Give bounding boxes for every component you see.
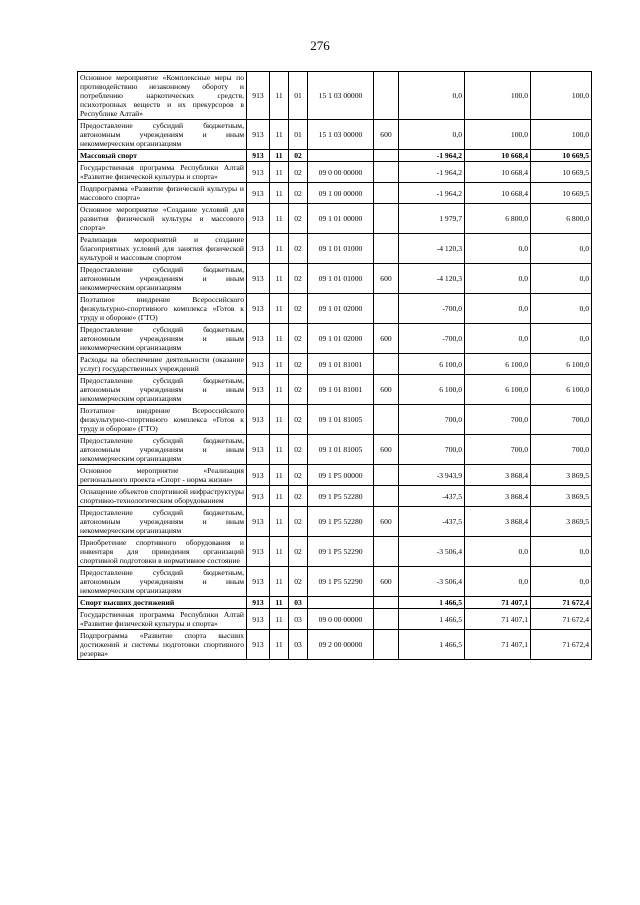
cell-subsection: 02 (289, 234, 308, 264)
cell-grbs: 913 (247, 597, 270, 609)
cell-section: 11 (270, 120, 289, 150)
cell-amount-1: -1 964,2 (399, 162, 465, 183)
cell-amount-3: 10 669,5 (531, 150, 592, 162)
cell-expense-type: 600 (374, 567, 399, 597)
cell-section: 11 (270, 324, 289, 354)
cell-amount-1: -700,0 (399, 324, 465, 354)
cell-amount-3: 100,0 (531, 72, 592, 120)
cell-name: Расходы на обеспечение деятельности (оказание услуг) государственных учреждений (78, 354, 247, 375)
cell-amount-2: 10 668,4 (465, 162, 531, 183)
cell-grbs: 913 (247, 609, 270, 630)
cell-subsection: 03 (289, 630, 308, 660)
cell-amount-1: 1 979,7 (399, 204, 465, 234)
cell-target-article: 09 0 00 00000 (308, 162, 374, 183)
cell-expense-type: 600 (374, 324, 399, 354)
cell-subsection: 02 (289, 204, 308, 234)
cell-amount-3: 0,0 (531, 294, 592, 324)
cell-amount-2: 3 868,4 (465, 465, 531, 486)
cell-amount-2: 3 868,4 (465, 507, 531, 537)
cell-name: Оснащение объектов спортивной инфраструктуры спортивно-технологическим оборудованием (78, 486, 247, 507)
cell-expense-type (374, 150, 399, 162)
cell-amount-3: 6 100,0 (531, 375, 592, 405)
cell-target-article: 09 1 P5 52280 (308, 507, 374, 537)
cell-section: 11 (270, 294, 289, 324)
cell-amount-2: 71 407,1 (465, 597, 531, 609)
table-row (78, 567, 592, 597)
cell-grbs: 913 (247, 507, 270, 537)
cell-target-article (308, 597, 374, 609)
cell-amount-1: -3 506,4 (399, 537, 465, 567)
cell-amount-3: 0,0 (531, 567, 592, 597)
cell-grbs: 913 (247, 72, 270, 120)
cell-grbs: 913 (247, 324, 270, 354)
cell-amount-3: 10 669,5 (531, 162, 592, 183)
cell-subsection: 02 (289, 375, 308, 405)
cell-amount-1: -4 120,3 (399, 264, 465, 294)
cell-amount-2: 0,0 (465, 567, 531, 597)
cell-grbs: 913 (247, 486, 270, 507)
cell-section: 11 (270, 609, 289, 630)
cell-name: Предоставление субсидий бюджетным, автономным учреждениям и иным некоммерческим организациям (78, 324, 247, 354)
cell-section: 11 (270, 630, 289, 660)
cell-amount-2: 71 407,1 (465, 630, 531, 660)
cell-amount-3: 3 869,5 (531, 465, 592, 486)
cell-expense-type (374, 537, 399, 567)
cell-target-article (308, 150, 374, 162)
table-row (78, 183, 592, 204)
cell-amount-3: 100,0 (531, 120, 592, 150)
cell-name: Предоставление субсидий бюджетным, автономным учреждениям и иным некоммерческим организациям (78, 567, 247, 597)
cell-grbs: 913 (247, 375, 270, 405)
cell-subsection: 02 (289, 294, 308, 324)
cell-amount-1: 6 100,0 (399, 354, 465, 375)
cell-grbs: 913 (247, 354, 270, 375)
cell-amount-3: 700,0 (531, 435, 592, 465)
cell-amount-3: 3 869,5 (531, 507, 592, 537)
cell-target-article: 09 1 01 02000 (308, 324, 374, 354)
cell-amount-1: -4 120,3 (399, 234, 465, 264)
table-row (78, 354, 592, 375)
table-row (78, 204, 592, 234)
cell-amount-1: 1 466,5 (399, 597, 465, 609)
cell-grbs: 913 (247, 294, 270, 324)
table-row (78, 465, 592, 486)
cell-expense-type: 600 (374, 264, 399, 294)
cell-expense-type (374, 597, 399, 609)
cell-amount-3: 71 672,4 (531, 609, 592, 630)
budget-table (77, 71, 592, 660)
cell-expense-type (374, 354, 399, 375)
table-row (78, 630, 592, 660)
cell-amount-2: 71 407,1 (465, 609, 531, 630)
cell-name: Подпрограмма «Развитие физической культуры и массового спорта» (78, 183, 247, 204)
cell-amount-2: 100,0 (465, 72, 531, 120)
cell-expense-type (374, 486, 399, 507)
cell-name: Государственная программа Республики Алтай «Развитие физической культуры и спорта» (78, 162, 247, 183)
cell-amount-1: 6 100,0 (399, 375, 465, 405)
cell-section: 11 (270, 234, 289, 264)
cell-expense-type (374, 294, 399, 324)
cell-grbs: 913 (247, 150, 270, 162)
cell-amount-3: 0,0 (531, 324, 592, 354)
table-row (78, 507, 592, 537)
cell-section: 11 (270, 204, 289, 234)
cell-expense-type: 600 (374, 507, 399, 537)
cell-expense-type (374, 72, 399, 120)
cell-name: Спорт высших достижений (78, 597, 247, 609)
cell-section: 11 (270, 507, 289, 537)
table-row (78, 294, 592, 324)
cell-expense-type (374, 405, 399, 435)
cell-target-article: 09 1 01 02000 (308, 294, 374, 324)
cell-target-article: 09 1 01 00000 (308, 204, 374, 234)
cell-name: Массовый спорт (78, 150, 247, 162)
cell-name: Поэтапное внедрение Всероссийского физкультурно-спортивного комплекса «Готов к труду и обороне» (ГТО) (78, 294, 247, 324)
cell-amount-3: 0,0 (531, 537, 592, 567)
cell-amount-1: -3 506,4 (399, 567, 465, 597)
cell-target-article: 09 1 01 81001 (308, 354, 374, 375)
cell-section: 11 (270, 354, 289, 375)
cell-subsection: 02 (289, 354, 308, 375)
cell-section: 11 (270, 150, 289, 162)
cell-section: 11 (270, 162, 289, 183)
cell-subsection: 03 (289, 597, 308, 609)
cell-name: Предоставление субсидий бюджетным, автономным учреждениям и иным некоммерческим организациям (78, 435, 247, 465)
cell-target-article: 09 1 01 81005 (308, 405, 374, 435)
cell-target-article: 15 1 03 00000 (308, 120, 374, 150)
cell-amount-2: 6 800,0 (465, 204, 531, 234)
cell-name: Реализация мероприятий и создание благоприятных условий для занятия физической культурой и массовым спортом (78, 234, 247, 264)
cell-amount-2: 700,0 (465, 405, 531, 435)
cell-amount-2: 100,0 (465, 120, 531, 150)
cell-grbs: 913 (247, 264, 270, 294)
cell-name: Подпрограмма «Развитие спорта высших достижений и системы подготовки спортивного резерва» (78, 630, 247, 660)
table-row (78, 264, 592, 294)
cell-target-article: 09 1 P5 52290 (308, 537, 374, 567)
cell-subsection: 02 (289, 405, 308, 435)
cell-subsection: 02 (289, 162, 308, 183)
cell-amount-1: 0,0 (399, 120, 465, 150)
cell-subsection: 01 (289, 72, 308, 120)
cell-name: Предоставление субсидий бюджетным, автономным учреждениям и иным некоммерческим организациям (78, 120, 247, 150)
cell-amount-3: 6 800,0 (531, 204, 592, 234)
table-row (78, 150, 592, 162)
cell-amount-2: 6 100,0 (465, 375, 531, 405)
cell-amount-1: 1 466,5 (399, 630, 465, 660)
cell-target-article: 09 1 P5 00000 (308, 465, 374, 486)
cell-expense-type: 600 (374, 120, 399, 150)
cell-amount-2: 700,0 (465, 435, 531, 465)
cell-name: Предоставление субсидий бюджетным, автономным учреждениям и иным некоммерческим организациям (78, 375, 247, 405)
cell-grbs: 913 (247, 537, 270, 567)
cell-name: Предоставление субсидий бюджетным, автономным учреждениям и иным некоммерческим организациям (78, 264, 247, 294)
cell-section: 11 (270, 567, 289, 597)
cell-target-article: 09 1 P5 52290 (308, 567, 374, 597)
cell-target-article: 09 1 01 81001 (308, 375, 374, 405)
cell-subsection: 02 (289, 567, 308, 597)
cell-grbs: 913 (247, 120, 270, 150)
cell-section: 11 (270, 537, 289, 567)
table-row (78, 405, 592, 435)
table-row (78, 324, 592, 354)
table-row (78, 234, 592, 264)
cell-subsection: 02 (289, 465, 308, 486)
cell-section: 11 (270, 183, 289, 204)
cell-amount-3: 6 100,0 (531, 354, 592, 375)
cell-section: 11 (270, 465, 289, 486)
cell-target-article: 09 1 P5 52280 (308, 486, 374, 507)
cell-amount-3: 0,0 (531, 234, 592, 264)
cell-amount-2: 3 868,4 (465, 486, 531, 507)
cell-section: 11 (270, 486, 289, 507)
cell-subsection: 02 (289, 324, 308, 354)
cell-amount-3: 700,0 (531, 405, 592, 435)
table-row (78, 597, 592, 609)
table-row (78, 609, 592, 630)
page-number: 276 (310, 38, 330, 53)
cell-subsection: 02 (289, 264, 308, 294)
cell-section: 11 (270, 435, 289, 465)
cell-grbs: 913 (247, 234, 270, 264)
cell-target-article: 09 1 01 01000 (308, 234, 374, 264)
cell-section: 11 (270, 375, 289, 405)
cell-name: Поэтапное внедрение Всероссийского физкультурно-спортивного комплекса «Готов к труду и обороне» (ГТО) (78, 405, 247, 435)
cell-amount-2: 0,0 (465, 234, 531, 264)
cell-subsection: 01 (289, 120, 308, 150)
cell-target-article: 09 2 00 00000 (308, 630, 374, 660)
cell-amount-1: -3 943,9 (399, 465, 465, 486)
cell-name: Основное мероприятие «Создание условий для развития физической культуры и массового спорта» (78, 204, 247, 234)
cell-expense-type (374, 162, 399, 183)
cell-target-article: 09 0 00 00000 (308, 609, 374, 630)
cell-expense-type (374, 234, 399, 264)
cell-name: Основное мероприятие «Реализация регионального проекта «Спорт - норма жизни» (78, 465, 247, 486)
cell-amount-3: 10 669,5 (531, 183, 592, 204)
table-row (78, 72, 592, 120)
cell-grbs: 913 (247, 405, 270, 435)
cell-name: Предоставление субсидий бюджетным, автономным учреждениям и иным некоммерческим организациям (78, 507, 247, 537)
cell-amount-1: -437,5 (399, 507, 465, 537)
cell-amount-3: 3 869,5 (531, 486, 592, 507)
cell-expense-type (374, 204, 399, 234)
cell-amount-3: 0,0 (531, 264, 592, 294)
cell-subsection: 02 (289, 507, 308, 537)
cell-amount-1: -1 964,2 (399, 183, 465, 204)
cell-amount-2: 6 100,0 (465, 354, 531, 375)
cell-grbs: 913 (247, 204, 270, 234)
cell-target-article: 09 1 00 00000 (308, 183, 374, 204)
cell-name: Приобретение спортивного оборудования и инвентаря для приведения организаций спортивной подготовки в нормативное состояние (78, 537, 247, 567)
cell-subsection: 02 (289, 150, 308, 162)
cell-section: 11 (270, 405, 289, 435)
cell-name: Государственная программа Республики Алтай «Развитие физической культуры и спорта» (78, 609, 247, 630)
table-row (78, 120, 592, 150)
cell-amount-1: 700,0 (399, 435, 465, 465)
cell-grbs: 913 (247, 435, 270, 465)
cell-subsection: 02 (289, 486, 308, 507)
cell-amount-2: 0,0 (465, 294, 531, 324)
cell-amount-1: 700,0 (399, 405, 465, 435)
cell-grbs: 913 (247, 162, 270, 183)
table-row (78, 486, 592, 507)
cell-expense-type (374, 609, 399, 630)
cell-amount-1: 0,0 (399, 72, 465, 120)
cell-expense-type (374, 465, 399, 486)
cell-target-article: 09 1 01 01000 (308, 264, 374, 294)
cell-target-article: 09 1 01 81005 (308, 435, 374, 465)
table-row (78, 537, 592, 567)
cell-subsection: 02 (289, 183, 308, 204)
cell-section: 11 (270, 72, 289, 120)
cell-expense-type (374, 630, 399, 660)
cell-amount-2: 10 668,4 (465, 183, 531, 204)
cell-grbs: 913 (247, 567, 270, 597)
cell-amount-2: 0,0 (465, 264, 531, 294)
cell-amount-1: 1 466,5 (399, 609, 465, 630)
cell-amount-2: 10 668,4 (465, 150, 531, 162)
cell-expense-type: 600 (374, 435, 399, 465)
cell-subsection: 02 (289, 435, 308, 465)
cell-amount-2: 0,0 (465, 324, 531, 354)
cell-grbs: 913 (247, 630, 270, 660)
table-row (78, 375, 592, 405)
cell-subsection: 02 (289, 537, 308, 567)
cell-section: 11 (270, 597, 289, 609)
cell-amount-2: 0,0 (465, 537, 531, 567)
cell-expense-type (374, 183, 399, 204)
cell-expense-type: 600 (374, 375, 399, 405)
table-row (78, 435, 592, 465)
table-row (78, 162, 592, 183)
cell-grbs: 913 (247, 183, 270, 204)
cell-amount-1: -437,5 (399, 486, 465, 507)
cell-amount-1: -700,0 (399, 294, 465, 324)
cell-subsection: 03 (289, 609, 308, 630)
cell-name: Основное мероприятие «Комплексные меры по противодействию незаконному обороту и потреблению наркотических средств, психотропных веществ и их прекурсоров в Республике Алтай» (78, 72, 247, 120)
cell-amount-3: 71 672,4 (531, 597, 592, 609)
cell-section: 11 (270, 264, 289, 294)
cell-grbs: 913 (247, 465, 270, 486)
cell-amount-1: -1 964,2 (399, 150, 465, 162)
cell-target-article: 15 1 03 00000 (308, 72, 374, 120)
cell-amount-3: 71 672,4 (531, 630, 592, 660)
